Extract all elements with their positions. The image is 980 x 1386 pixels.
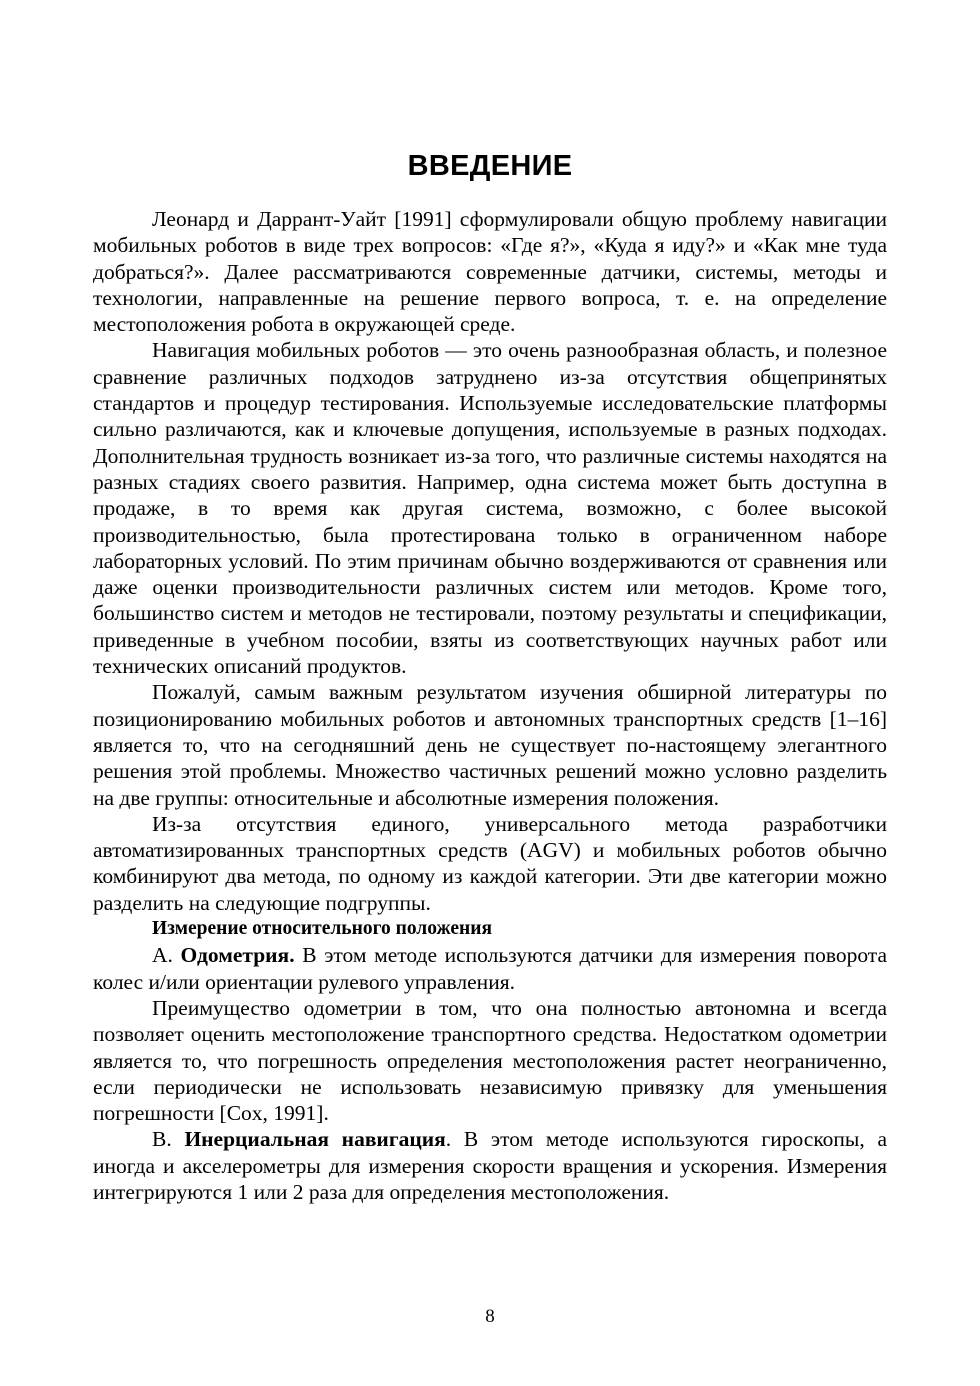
page-number: 8: [485, 1306, 495, 1327]
section-b-text: . В этом методе используются гироскопы, а иногда и акселерометры для измерения скорости вращения и ускорения. Измерения интегрируются 1 или 2 раза для определения местоположения.: [93, 1127, 888, 1204]
section-a-text: В этом методе используются датчики для измерения поворота колес и/или ориентации рулевого управления.: [93, 943, 888, 994]
paragraph-key-result: Пожалуй, самым важным результатом изучения обширной литературы по позиционированию мобильных роботов и автономных транспортных средств [1–16] является то, что на сегодняшний день не существует по-настоящему элегантного решения этой проблемы. Множество частичных решений можно условно разделить на две группы: относительные и абсолютные измерения положения.: [93, 680, 887, 810]
body-text: [93, 206, 887, 1205]
paragraph-combined-methods: Из-за отсутствия единого, универсального метода разработчики автоматизированных транспортных средств (AGV) и мобильных роботов обычно комбинируют два метода, по одному из каждой категории. Эти две категории можно разделить на следующие подгруппы.: [93, 811, 887, 915]
paragraph-inertial-navigation: [93, 1126, 887, 1205]
section-b-prefix: В.: [152, 1127, 185, 1152]
paragraph-odometry-advantage: Преимущество одометрии в том, что она полностью автономна и всегда позволяет оценить местоположение транспортного средства. Недостатком одометрии является то, что погрешность определения местоположения растет неограниченно, если периодически не использовать независимую привязку для уменьшения погрешности [Cox, 1991].: [93, 995, 887, 1126]
section-subheading: Измерение относительного положения: [152, 918, 493, 940]
page-title: ВВЕДЕНИЕ: [407, 150, 573, 182]
paragraph-intro: Леонард и Даррант-Уайт [1991] сформулировали общую проблему навигации мобильных роботов в виде трех вопросов: «Где я?», «Куда я иду?» и «Как мне туда добраться?». Далее рассматриваются современные датчики, системы, методы и технологии, направленные на решение первого вопроса, т. е. на определение местоположения робота в окружающей среде.: [93, 207, 887, 337]
section-b-term: Инерциальная навигация: [184, 1127, 446, 1152]
section-a-prefix: А.: [152, 943, 181, 968]
paragraph-navigation-diversity: Навигация мобильных роботов — это очень разнообразная область, и полезное сравнение различных подходов затруднено из-за отсутствия общепринятых стандартов и процедур тестирования. Используемые исследовательские платформы сильно различаются, как и ключевые допущения, используемые в разных подходах. Дополнительная трудность возникает из-за того, что различные системы находятся на разных стадиях своего развития. Например, одна система может быть доступна в продаже, в то время как другая система, возможно, с более высокой производительностью, была протестирована только в ограниченном наборе лабораторных условий. По этим причинам обычно воздерживаются от сравнения или даже оценки производительности различных систем или методов. Кроме того, большинство систем и методов не тестировали, поэтому результаты и спецификации, приведенные в учебном пособии, взяты из соответствующих научных работ или технических описаний продуктов.: [93, 338, 887, 679]
paragraph-odometry-definition: [93, 942, 887, 995]
section-a-term: Одометрия.: [180, 943, 295, 968]
